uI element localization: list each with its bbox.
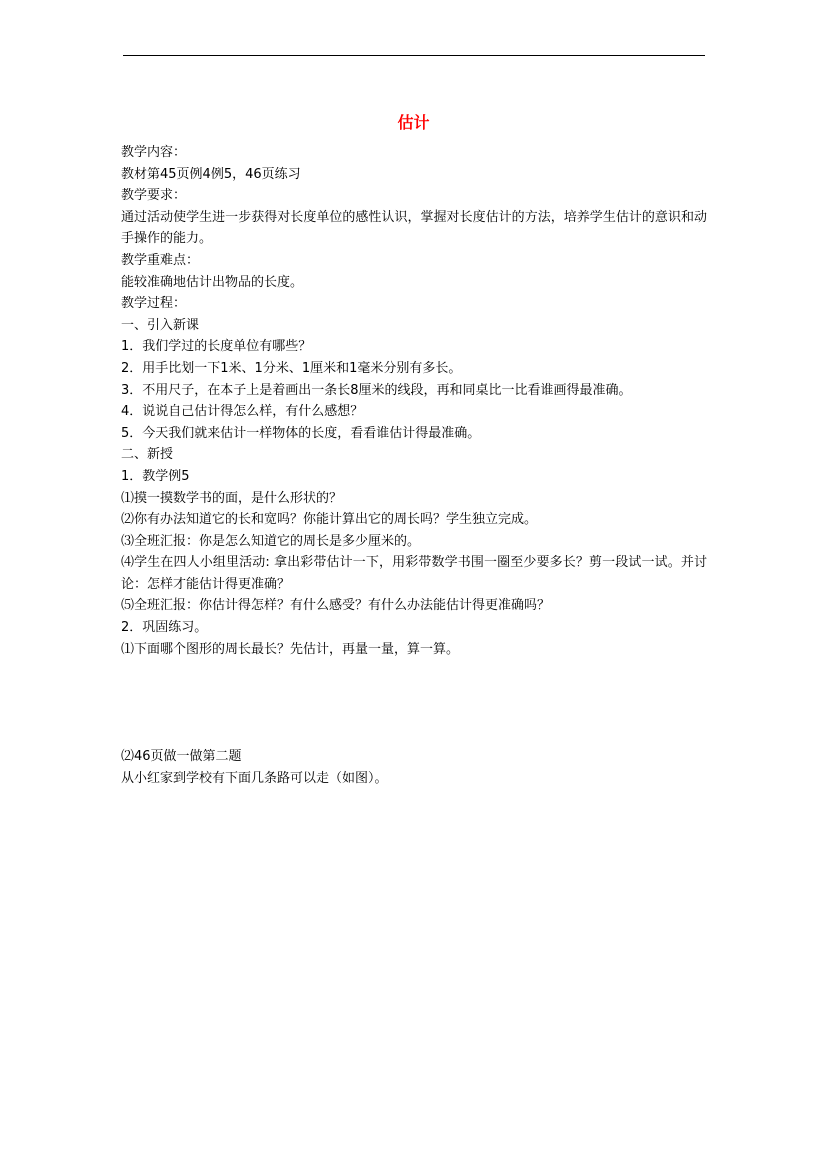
heading-intro: 一、引入新课 bbox=[121, 317, 200, 333]
lesson-step-2: ⑵你有办法知道它的长和宽吗？你能计算出它的周长吗？学生独立完成。 bbox=[121, 512, 538, 528]
lesson-step-5: ⑸全班汇报：你估计得怎样？有什么感受？有什么办法能估计得更准确吗？ bbox=[121, 598, 551, 614]
practice-heading: 2．巩固练习。 bbox=[121, 620, 208, 636]
document-title: 估计 bbox=[397, 113, 430, 132]
practice-step-2: ⑵46页做一做第二题 bbox=[121, 749, 242, 765]
textbook-reference: 教材第45页例4例5，46页练习 bbox=[121, 166, 301, 182]
lesson-item-1: 1．教学例5 bbox=[121, 468, 190, 484]
intro-item-4: 4．说说自己估计得怎么样，有什么感想？ bbox=[121, 404, 364, 420]
lesson-step-3: ⑶全班汇报：你是怎么知道它的周长是多少厘米的。 bbox=[121, 533, 421, 549]
header-rule bbox=[123, 55, 705, 56]
lesson-step-1: ⑴摸一摸数学书的面，是什么形状的？ bbox=[121, 490, 343, 506]
section-label-key-points: 教学重难点： bbox=[121, 252, 200, 268]
heading-new-lesson: 二、新授 bbox=[121, 447, 174, 463]
requirements-text: 通过活动使学生进一步获得对长度单位的感性认识，掌握对长度估计的方法，培养学生估计的意识和动手操作的能力。 bbox=[121, 209, 707, 247]
section-label-process: 教学过程： bbox=[121, 296, 187, 312]
intro-item-3: 3．不用尺子，在本子上是着画出一条长8厘米的线段，再和同桌比一比看谁画得最准确。 bbox=[121, 382, 632, 398]
key-points-text: 能较准确地估计出物品的长度。 bbox=[121, 274, 304, 290]
intro-item-1: 1．我们学过的长度单位有哪些？ bbox=[121, 339, 312, 355]
section-label-content: 教学内容： bbox=[121, 145, 187, 160]
route-question: 从小红家到学校有下面几条路可以走（如图）。 bbox=[121, 770, 388, 786]
intro-item-2: 2．用手比划一下1米、1分米、1厘米和1毫米分别有多长。 bbox=[121, 360, 462, 376]
figure-space bbox=[121, 660, 707, 746]
document-body bbox=[121, 142, 707, 789]
section-label-requirements: 教学要求： bbox=[121, 188, 187, 204]
practice-step-1: ⑴下面哪个图形的周长最长？先估计，再量一量，算一算。 bbox=[121, 641, 460, 657]
lesson-step-4: ⑷学生在四人小组里活动: 拿出彩带估计一下，用彩带数学书围一圈至少要多长？剪一段试一试。并讨论：怎样才能估计得更准确？ bbox=[121, 555, 707, 592]
intro-item-5: 5．今天我们就来估计一样物体的长度，看看谁估计得最准确。 bbox=[121, 425, 481, 441]
